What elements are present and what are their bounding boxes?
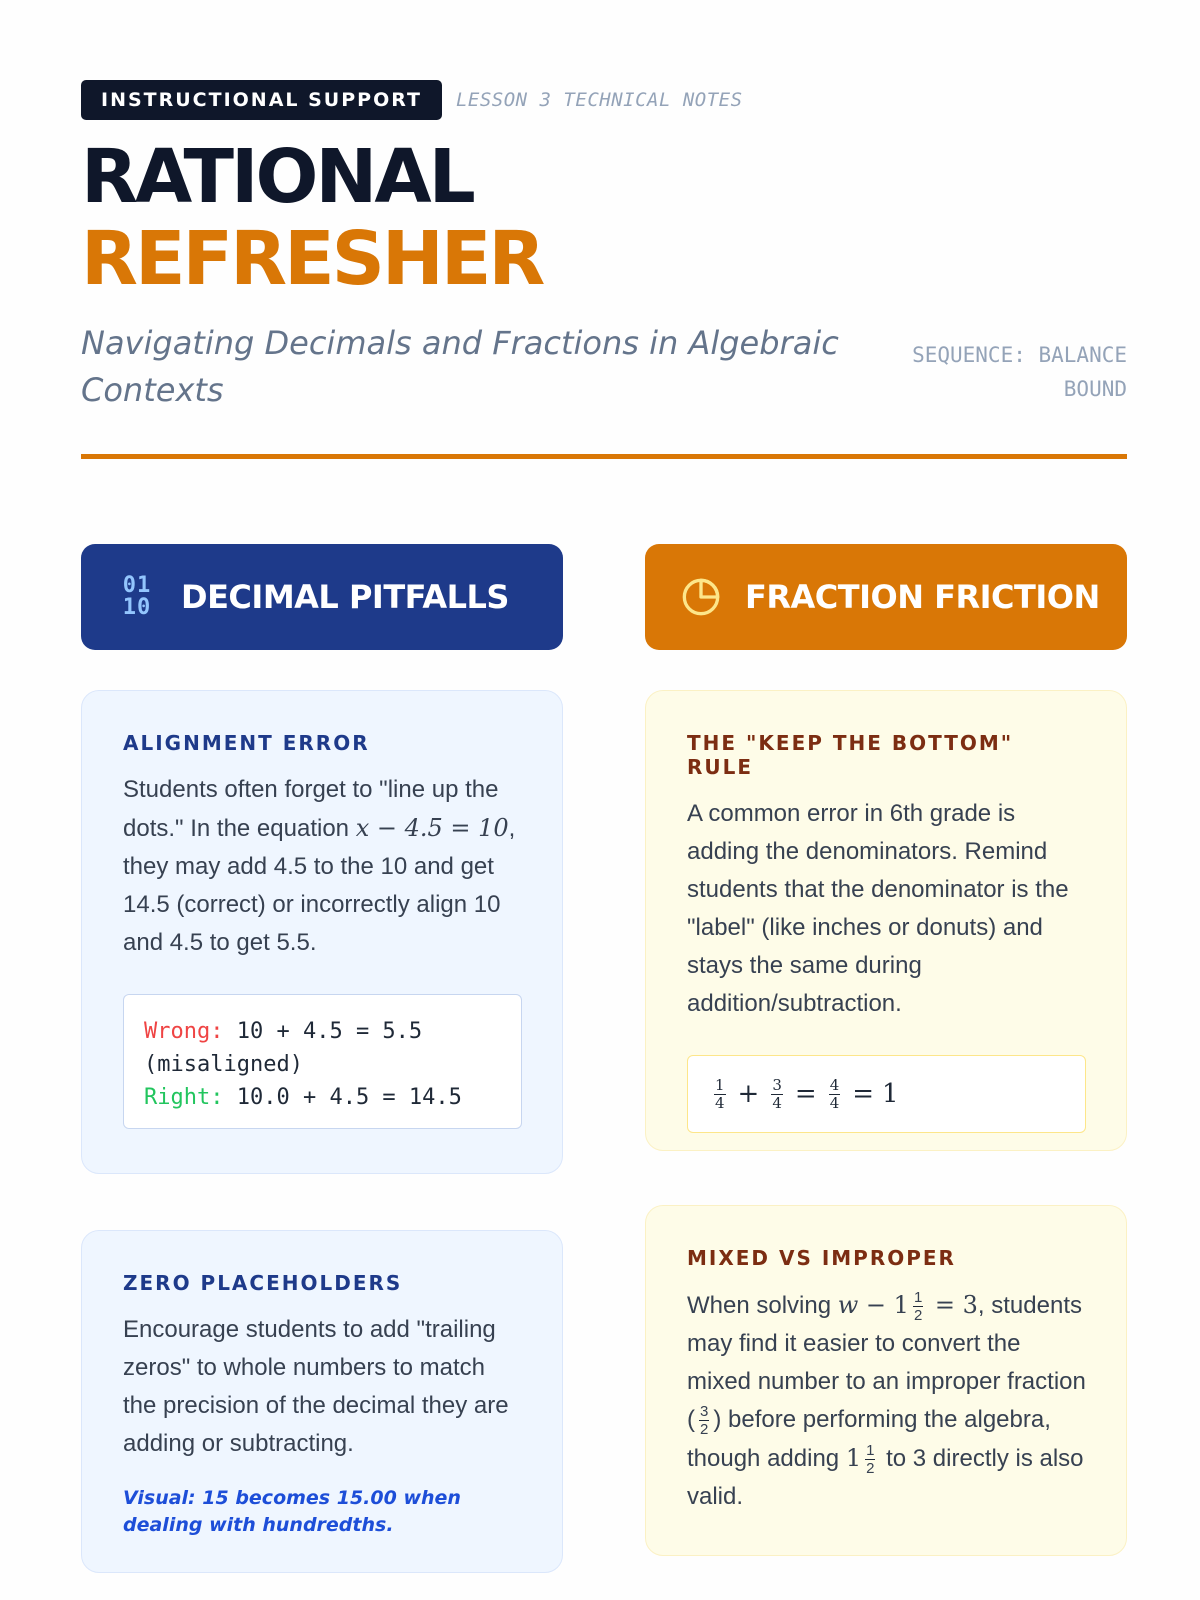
numerator: 3 [772,1075,782,1094]
sequence-line-1: SEQUENCE: BALANCE [912,343,1127,367]
card-text: Students often forget to "line up the dots." In the equation [123,776,499,842]
denominator: 4 [829,1093,840,1112]
right-value: 10.0 + 4.5 = 14.5 [236,1085,462,1110]
card-title: THE "KEEP THE BOTTOM" RULE [687,731,1014,779]
operator: + [737,1079,760,1109]
denominator: 2 [866,1460,875,1478]
denominator: 2 [913,1307,923,1325]
fraction-friction-heading: FRACTION FRICTION [745,578,1100,616]
operator: = [852,1079,875,1109]
denominator: 4 [772,1093,782,1112]
fraction [699,1404,709,1437]
binary-icon-row-2: 10 [122,595,152,620]
fraction [913,1290,923,1323]
title-line-1: RATIONAL [81,134,473,220]
card-title: ALIGNMENT ERROR [123,731,370,755]
card-text: , they may add 4.5 to the 10 and get 14.5 (correct) or incorrectly align 10 and 4.5 to get 5.5. [123,815,516,956]
wrong-line [144,1015,501,1048]
card-title: MIXED VS IMPROPER [687,1246,956,1270]
title-line-2: REFRESHER [81,216,543,302]
fraction-example [687,1055,1086,1133]
card-body [687,1286,1086,1516]
decimal-pitfalls-heading: DECIMAL PITFALLS [181,578,509,616]
header-divider [81,454,1127,459]
subtitle-row [81,320,1127,414]
operator: = [794,1079,817,1109]
numerator: 1 [715,1075,725,1094]
page-title [81,136,1127,300]
wrong-value: 10 + 4.5 = 5.5 [236,1019,423,1044]
right-line [144,1081,501,1114]
decimal-pitfalls-header [81,544,563,650]
equation: x − 4.5 = 10 [355,814,509,842]
sequence-label [877,338,1127,406]
equation-part: = 3 [927,1291,978,1319]
wrong-label: Wrong: [144,1019,224,1044]
card-text: When solving [687,1292,838,1319]
fraction-friction-header [645,544,1127,650]
instructional-support-tag: INSTRUCTIONAL SUPPORT [81,80,442,120]
mixed-vs-improper-card [645,1205,1127,1556]
card-text: to 3 directly is also valid. [687,1445,1084,1510]
binary-icon [117,574,157,620]
right-label: Right: [144,1085,224,1110]
variable: w [837,1291,859,1319]
card-text: ) before performing the algebra, though adding [687,1406,1051,1472]
numerator: 1 [913,1289,923,1307]
wrong-note: (misaligned) [144,1052,303,1077]
equation-part: − 1 [858,1291,909,1319]
fraction [865,1443,875,1476]
sequence-line-2: BOUND [1063,377,1127,401]
card-title: ZERO PLACEHOLDERS [123,1271,403,1295]
card-text: , students may find it easier to convert the mixed number to an improper fraction ( [687,1292,1086,1433]
header [81,80,1127,414]
fraction [771,1075,783,1112]
zero-placeholders-card [81,1230,563,1573]
code-example [123,994,522,1129]
header-top-row [81,80,1127,120]
denominator: 4 [715,1093,725,1112]
card-body: Encourage students to add "trailing zeros" to whole numbers to match the precision of the decimal they are adding or subtracting. [123,1316,509,1457]
numerator: 4 [829,1075,840,1094]
lesson-label: LESSON 3 TECHNICAL NOTES [455,89,743,111]
binary-icon-row-1: 01 [122,573,152,598]
visual-note: Visual: 15 becomes 15.00 when dealing with hundredths. [123,1487,461,1536]
denominator: 2 [700,1421,709,1439]
result: 1 [882,1079,899,1109]
subtitle: Navigating Decimals and Fractions in Algebraic Contexts [81,324,839,409]
pie-chart-icon [681,574,721,620]
whole-number: 1 [845,1444,862,1472]
fraction [714,1075,726,1112]
card-body [123,771,522,962]
keep-the-bottom-card [645,690,1127,1151]
card-body: A common error in 6th grade is adding the denominators. Remind students that the denominator is the "label" (like inches or donuts) and stays the same during addition/subtraction. [687,800,1069,1017]
numerator: 1 [866,1442,875,1460]
numerator: 3 [700,1403,709,1421]
alignment-error-card [81,690,563,1174]
fraction [829,1075,841,1112]
